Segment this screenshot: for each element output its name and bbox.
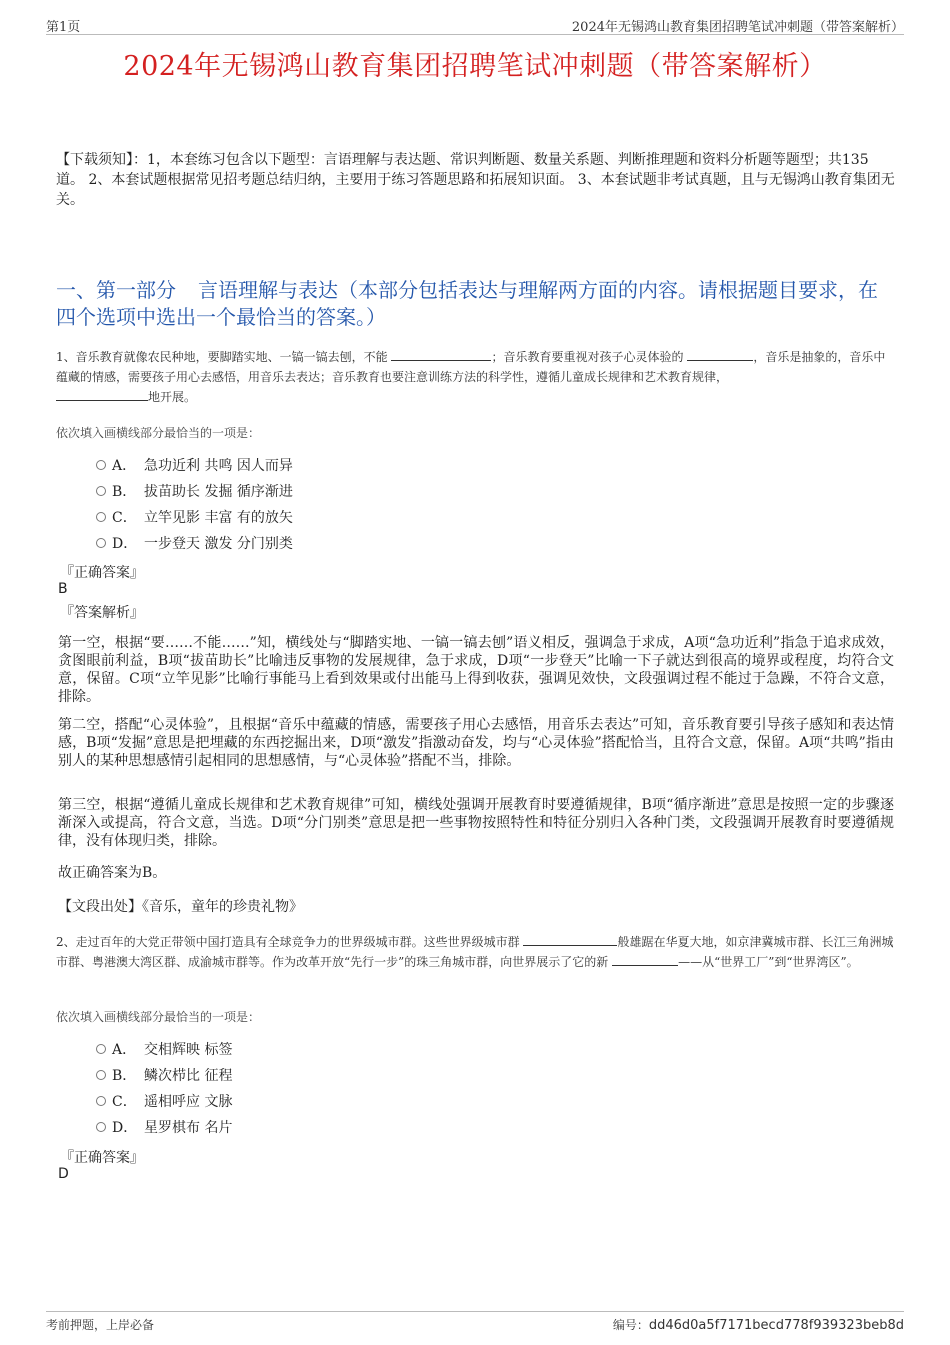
q1-source: 【文段出处】《音乐，童年的珍贵礼物》	[58, 899, 303, 915]
q2-answer-label: 『正确答案』	[60, 1150, 144, 1166]
q1-text-part-1: 1、音乐教育就像农民种地，要脚踏实地、一镐一镐去刨，不能	[56, 350, 388, 364]
page-footer	[46, 1311, 904, 1333]
q1-prompt: 依次填入画横线部分最恰当的一项是：	[56, 426, 261, 440]
radio-icon[interactable]	[96, 538, 106, 548]
q2-answer: D	[58, 1166, 69, 1182]
document-title: 2024年无锡鸿山教育集团招聘笔试冲刺题（带答案解析）	[123, 51, 827, 82]
q2-text-part-3: ——从“世界工厂”到“世界湾区”。	[678, 955, 859, 969]
q1-option-d[interactable]: D． 一步登天 激发 分门别类	[96, 534, 293, 554]
q1-text-part-2: ；音乐教育要重视对孩子心灵体验的	[491, 350, 684, 364]
q2-option-d[interactable]: D． 星罗棋布 名片	[96, 1118, 232, 1138]
q1-option-a[interactable]: A． 急功近利 共鸣 因人而异	[96, 456, 293, 476]
q1-blank-3	[56, 388, 148, 401]
q1-analysis-label: 『答案解析』	[60, 605, 144, 621]
question-1-text	[56, 347, 896, 407]
q1-analysis-paragraph-2: 第二空，搭配“心灵体验”，且根据“音乐中蕴藏的情感，需要孩子用心去感悟，用音乐去表达”可知，音乐教育要引导孩子感知和表达情感，B项“发掘”意思是把埋藏的东西挖掘出来，D项“激发”指激动奋发，均与“心灵体验”搭配恰当，且符合文意，保留。A项“共鸣”指由别人的某种思想感情引起相同的思想感情，与“心灵体验”搭配不当，排除。	[58, 717, 894, 769]
section-description: 言语理解与表达（本部分包括表达与理解两方面的内容。请根据题目要求，在四个选项中选出一个最恰当的答案。）	[56, 278, 878, 329]
radio-icon[interactable]	[96, 1044, 106, 1054]
footer-slogan: 考前押题，上岸必备	[46, 1318, 155, 1332]
q1-text-part-3: ，音乐是抽象的，音乐中蕴藏的情感，需要孩子用心去感悟，用音乐去表达；音乐教育也要注意训练方法的科学性，遵循儿童成长规律和艺术教育规律，	[56, 350, 886, 384]
radio-icon[interactable]	[96, 1070, 106, 1080]
q2-option-c[interactable]: C． 遥相呼应 文脉	[96, 1092, 232, 1112]
question-2-text	[56, 932, 896, 972]
q1-blank-1	[391, 348, 491, 361]
q2-option-a[interactable]: A． 交相辉映 标签	[96, 1040, 232, 1060]
q2-blank-2	[612, 953, 678, 966]
q2-text-part-1: 2、走过百年的大党正带领中国打造具有全球竞争力的世界级城市群。这些世界级城市群	[56, 935, 520, 949]
radio-icon[interactable]	[96, 512, 106, 522]
q1-text-part-4: 地开展。	[148, 390, 197, 404]
radio-icon[interactable]	[96, 486, 106, 496]
section-part: 一、第一部分	[56, 278, 176, 302]
q2-blank-1	[523, 933, 617, 946]
q1-option-c[interactable]: C． 立竿见影 丰富 有的放矢	[96, 508, 293, 528]
download-notice: 【下载须知】：1，本套练习包含以下题型：言语理解与表达题、常识判断题、数量关系题、判断推理题和资料分析题等题型；共135道。 2、本套试题根据常见招考题总结归纳，主要用于练习答题思路和拓展知识面。 3、本套试题非考试真题，且与无锡鸿山教育集团无关。	[56, 152, 895, 208]
footer-code: 编号：dd46d0a5f7171becd778f939323beb8d	[612, 1318, 904, 1333]
q2-option-b[interactable]: B． 鳞次栉比 征程	[96, 1066, 232, 1086]
page-number: 第1页	[46, 20, 81, 35]
radio-icon[interactable]	[96, 460, 106, 470]
q1-analysis-paragraph-1: 第一空，根据“要……不能……”知，横线处与“脚踏实地、一镐一镐去刨”语义相反，强调急于求成，A项“急功近利”指急于追求成效，贪图眼前利益，B项“拔苗助长”比喻违反事物的发展规律，急于求成，D项“一步登天”比喻一下子就达到很高的境界或程度，均符合文意，保留。C项“立竿见影”比喻行事能马上看到效果或付出能马上得到收获，强调见效快，文段强调过程不能过于急躁，不符合文意，排除。	[58, 635, 894, 705]
q1-answer-label: 『正确答案』	[60, 565, 144, 581]
q1-blank-2	[687, 348, 753, 361]
q1-answer: B	[58, 581, 68, 597]
page-header	[46, 14, 904, 35]
q2-prompt: 依次填入画横线部分最恰当的一项是：	[56, 1010, 261, 1024]
header-doc-title: 2024年无锡鸿山教育集团招聘笔试冲刺题（带答案解析）	[571, 20, 904, 35]
section-heading	[56, 277, 896, 331]
q2-text-part-2: 般雄踞在华夏大地，如京津冀城市群、长江三角洲城市群、粤港澳大湾区群、成渝城市群等。作为改革开放“先行一步”的珠三角城市群，向世界展示了它的新	[56, 935, 894, 969]
radio-icon[interactable]	[96, 1122, 106, 1132]
q1-conclusion: 故正确答案为B。	[58, 865, 167, 881]
q1-analysis-paragraph-3: 第三空，根据“遵循儿童成长规律和艺术教育规律”可知，横线处强调开展教育时要遵循规律，B项“循序渐进”意思是按照一定的步骤逐渐深入或提高，符合文意，当选。D项“分门别类”意思是把一些事物按照特性和特征分别归入各种门类，文段强调开展教育时要遵循规律，没有体现归类，排除。	[58, 797, 894, 849]
q1-option-b[interactable]: B． 拔苗助长 发掘 循序渐进	[96, 482, 293, 502]
radio-icon[interactable]	[96, 1096, 106, 1106]
